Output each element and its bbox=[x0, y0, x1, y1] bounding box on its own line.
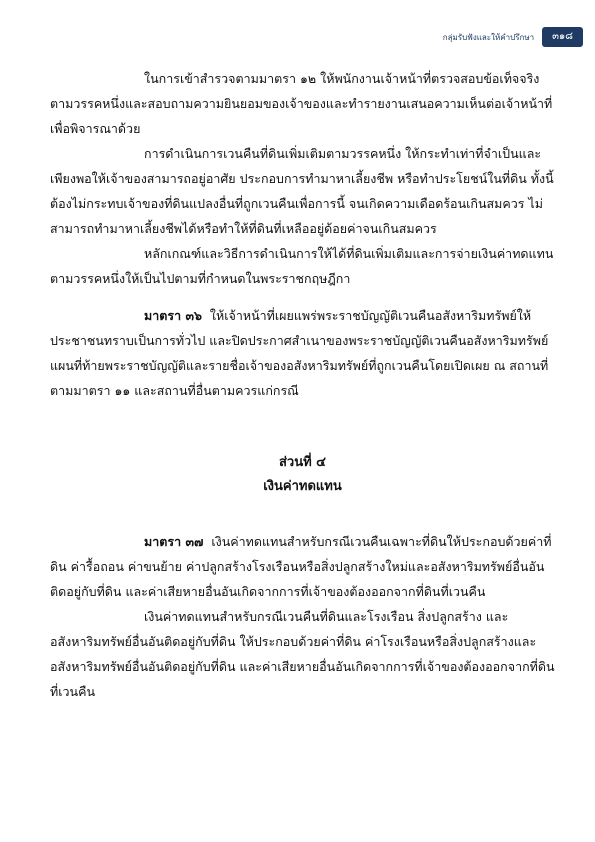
section-37 bbox=[50, 529, 555, 604]
section-37-paragraph-2: เงินค่าทดแทนสำหรับกรณีเวนคืนที่ดินและโรงเรือน สิ่งปลูกสร้าง และอสังหาริมทรัพย์อื่นอันติดอยู่กับที่ดิน ให้ประกอบด้วยค่าที่ดิน ค่าโรงเรือนหรือสิ่งปลูกสร้างและอสังหาริมทรัพย์อื่นอันติดอยู่กับที่ดิน และค่าเสียหายอื่นอันเกิดจากการที่เจ้าของต้องออกจากที่ดินที่เวนคืน bbox=[50, 609, 555, 699]
document-body bbox=[50, 66, 555, 704]
paragraph-criteria: หลักเกณฑ์และวิธีการดำเนินการให้ได้ที่ดินเพิ่มเติมและการจ่ายเงินค่าทดแทนตามวรรคหนึ่งให้เป็นไปตามที่กำหนดในพระราชกฤษฎีกา bbox=[50, 246, 554, 286]
page-header bbox=[443, 26, 583, 48]
section-37-text: เงินค่าทดแทนสำหรับกรณีเวนคืนเฉพาะที่ดินให้ประกอบด้วยค่าที่ดิน ค่ารื้อถอน ค่าขนย้าย ค่าปลูกสร้างโรงเรือนหรือสิ่งปลูกสร้างใหม่และอสังหาริมทรัพย์อื่นอันติดอยู่กับที่ดิน และค่าเสียหายอื่นอันเกิดจากการที่เจ้าของต้องออกจากที่ดินที่เวนคืน bbox=[50, 534, 552, 599]
section-37-label: มาตรา ๓๗ bbox=[144, 534, 204, 549]
paragraph-inspection: ในการเข้าสำรวจตามมาตรา ๑๒ ให้พนักงานเจ้าหน้าที่ตรวจสอบข้อเท็จจริงตามวรรคหนึ่งและสอบถามความยินยอมของเจ้าของและทำรายงานเสนอความเห็นต่อเจ้าหน้าที่เพื่อพิจารณาด้วย bbox=[50, 71, 553, 136]
part-subtitle: เงินค่าทดแทน bbox=[263, 479, 342, 494]
part-heading bbox=[50, 451, 555, 499]
paragraph-additional-expropriation: การดำเนินการเวนคืนที่ดินเพิ่มเติมตามวรรคหนึ่ง ให้กระทำเท่าที่จำเป็นและเพียงพอให้เจ้าของสามารถอยู่อาศัย ประกอบการทำมาหาเลี้ยงชีพ หรือทำประโยชน์ในที่ดิน ทั้งนี้ ต้องไม่กระทบเจ้าของที่ดินแปลงอื่นที่ถูกเวนคืนเพื่อการนี้ จนเกิดความเดือดร้อนเกินสมควร ไม่สามารถทำมาหาเลี้ยงชีพได้หรือทำให้ที่ดินที่เหลืออยู่ด้อยค่าจนเกินสมควร bbox=[50, 146, 554, 236]
part-title: ส่วนที่ ๔ bbox=[278, 455, 327, 470]
page-number-badge: ๓๑๘ bbox=[542, 27, 583, 47]
section-36-text: ให้เจ้าหน้าที่เผยแพร่พระราชบัญญัติเวนคืนอสังหาริมทรัพย์ให้ประชาชนทราบเป็นการทั่วไป และปิดประกาศสำเนาของพระราชบัญญัติเวนคืนอสังหาริมทรัพย์ แผนที่ท้ายพระราชบัญญัติและรายชื่อเจ้าของอสังหาริมทรัพย์ที่ถูกเวนคืนโดยเปิดเผย ณ สถานที่ตามมาตรา ๑๑ และสถานที่อื่นตามควรแก่กรณี bbox=[50, 308, 549, 398]
section-36 bbox=[50, 303, 555, 403]
header-label: กลุ่มรับฟังและให้คำปรึกษา bbox=[442, 32, 535, 42]
section-36-label: มาตรา ๓๖ bbox=[144, 308, 202, 323]
